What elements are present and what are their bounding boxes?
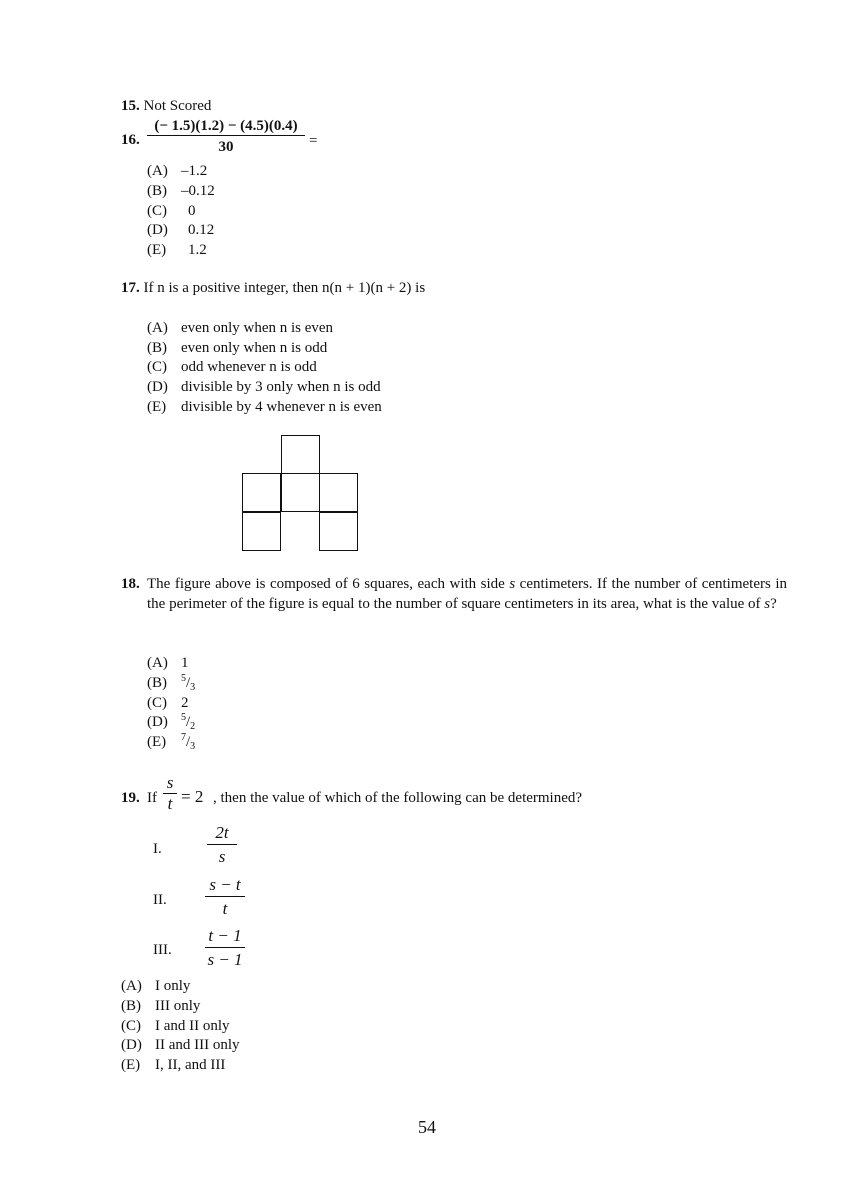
- option-letter: (B): [147, 340, 167, 356]
- option-c[interactable]: [147, 202, 196, 220]
- option-text: divisible by 4 whenever n is even: [181, 399, 382, 415]
- option-letter: (A): [147, 320, 168, 336]
- option-letter: (A): [147, 163, 168, 179]
- option-text: –0.12: [181, 183, 215, 199]
- option-letter: (C): [147, 695, 167, 711]
- option-letter: (C): [147, 203, 167, 219]
- fraction-denominator: s − 1: [207, 950, 243, 969]
- square-bottom-left: [242, 512, 281, 551]
- question-text: If n is a positive integer, then n(n + 1)(n + 2) is: [143, 280, 426, 296]
- question-17: [121, 279, 425, 297]
- fraction-denominator: t: [222, 899, 228, 918]
- option-letter: (E): [147, 242, 167, 258]
- question-text: Not Scored: [143, 98, 212, 114]
- option-text: divisible by 3 only when n is odd: [181, 379, 381, 395]
- option-letter: (D): [147, 379, 168, 395]
- option-text: 0.12: [188, 222, 215, 238]
- variable-s: s: [509, 576, 516, 592]
- fraction-expression: [147, 117, 305, 158]
- fraction-numerator: s − t: [209, 875, 241, 894]
- option-b[interactable]: [147, 182, 215, 200]
- fraction-denominator: 30: [218, 139, 234, 155]
- fraction-numerator: 5: [181, 712, 186, 723]
- option-c[interactable]: [121, 1017, 230, 1035]
- equals-sign: =: [309, 133, 318, 149]
- option-letter: (E): [121, 1057, 141, 1073]
- option-letter: (B): [147, 183, 167, 199]
- fraction-denominator: 2: [190, 721, 196, 732]
- option-d[interactable]: [121, 1036, 240, 1054]
- option-letter: (D): [121, 1037, 142, 1053]
- option-letter: (C): [147, 359, 167, 375]
- option-letter: (B): [147, 675, 167, 691]
- item-label: II.: [153, 892, 167, 908]
- option-letter: (D): [147, 222, 168, 238]
- question-text: , then the value of which of the following can be determined?: [213, 790, 583, 806]
- item-label: III.: [153, 942, 172, 958]
- option-d[interactable]: (D) $^5/_2$: [147, 712, 196, 732]
- option-text: 1.2: [188, 242, 207, 258]
- option-b[interactable]: [147, 339, 327, 357]
- option-e[interactable]: [147, 241, 207, 259]
- question-text-part: The figure above is composed of 6 squares, each with side: [147, 576, 510, 592]
- option-text: 1: [181, 655, 189, 671]
- square-middle-right: [319, 473, 358, 512]
- question-text-part: centimeters. If the number of centimeters in the perimeter of the figure is equal to the number of square centimeters in its area, what is the value of: [147, 576, 787, 612]
- square-bottom-right: [319, 512, 358, 551]
- question-number: 17.: [121, 280, 140, 296]
- option-a[interactable]: [147, 319, 333, 337]
- fraction-denominator: s: [218, 847, 226, 866]
- option-text: I and II only: [155, 1018, 230, 1034]
- question-number: 16.: [121, 132, 140, 148]
- condition-rhs: = 2: [181, 787, 204, 806]
- question-text: [147, 574, 787, 614]
- option-d[interactable]: [147, 378, 381, 396]
- option-letter: (A): [147, 655, 168, 671]
- item-fraction: [207, 822, 237, 869]
- fraction-denominator: 3: [190, 682, 196, 693]
- option-letter: (D): [147, 714, 168, 730]
- option-text: 0: [188, 203, 196, 219]
- item-label: I.: [153, 841, 162, 857]
- condition-fraction: [163, 773, 177, 814]
- question-number: 18.: [121, 576, 140, 592]
- option-letter: (C): [121, 1018, 141, 1034]
- square-top: [281, 435, 320, 474]
- option-letter: (B): [121, 998, 141, 1014]
- option-text: even only when n is odd: [181, 340, 328, 356]
- option-c[interactable]: [147, 358, 317, 376]
- option-text: 2: [181, 695, 189, 711]
- variable-s: s: [764, 596, 771, 612]
- if-word: If: [147, 790, 157, 806]
- fraction-numerator: (− 1.5)(1.2) − (4.5)(0.4): [154, 118, 298, 134]
- question-15: [121, 97, 211, 115]
- square-middle-center: [281, 473, 320, 512]
- fraction-numerator: s: [166, 773, 174, 792]
- option-text: odd whenever n is odd: [181, 359, 317, 375]
- option-text: even only when n is even: [181, 320, 334, 336]
- option-a[interactable]: [147, 162, 207, 180]
- item-fraction: [205, 874, 245, 921]
- square-middle-left: [242, 473, 281, 512]
- page-number: 54: [418, 1117, 436, 1137]
- option-text: I only: [155, 978, 191, 994]
- option-d[interactable]: [147, 221, 214, 239]
- option-b[interactable]: (B) $^5/_3$: [147, 673, 196, 693]
- option-e[interactable]: (E) $^7/_3$: [147, 732, 196, 752]
- fraction-numerator: t − 1: [208, 926, 242, 945]
- option-text: I, II, and III: [155, 1057, 226, 1073]
- fraction-numerator: 2t: [215, 823, 229, 842]
- question-number: 15.: [121, 98, 140, 114]
- option-a[interactable]: [147, 654, 189, 672]
- option-letter: (A): [121, 978, 142, 994]
- option-c[interactable]: [147, 694, 189, 712]
- option-text: III only: [155, 998, 201, 1014]
- option-b[interactable]: [121, 997, 200, 1015]
- option-letter: (E): [147, 734, 167, 750]
- fraction-numerator: 5: [181, 673, 186, 684]
- item-fraction: [205, 925, 245, 972]
- option-text: –1.2: [181, 163, 208, 179]
- option-letter: (E): [147, 399, 167, 415]
- option-a[interactable]: [121, 977, 190, 995]
- option-e[interactable]: [147, 398, 382, 416]
- fraction-numerator: 7: [181, 732, 186, 743]
- fraction-denominator: t: [167, 794, 173, 813]
- option-e[interactable]: [121, 1056, 225, 1074]
- option-text: II and III only: [155, 1037, 240, 1053]
- fraction-denominator: 3: [190, 741, 196, 752]
- question-mark: ?: [770, 596, 777, 612]
- question-number: 19.: [121, 790, 140, 806]
